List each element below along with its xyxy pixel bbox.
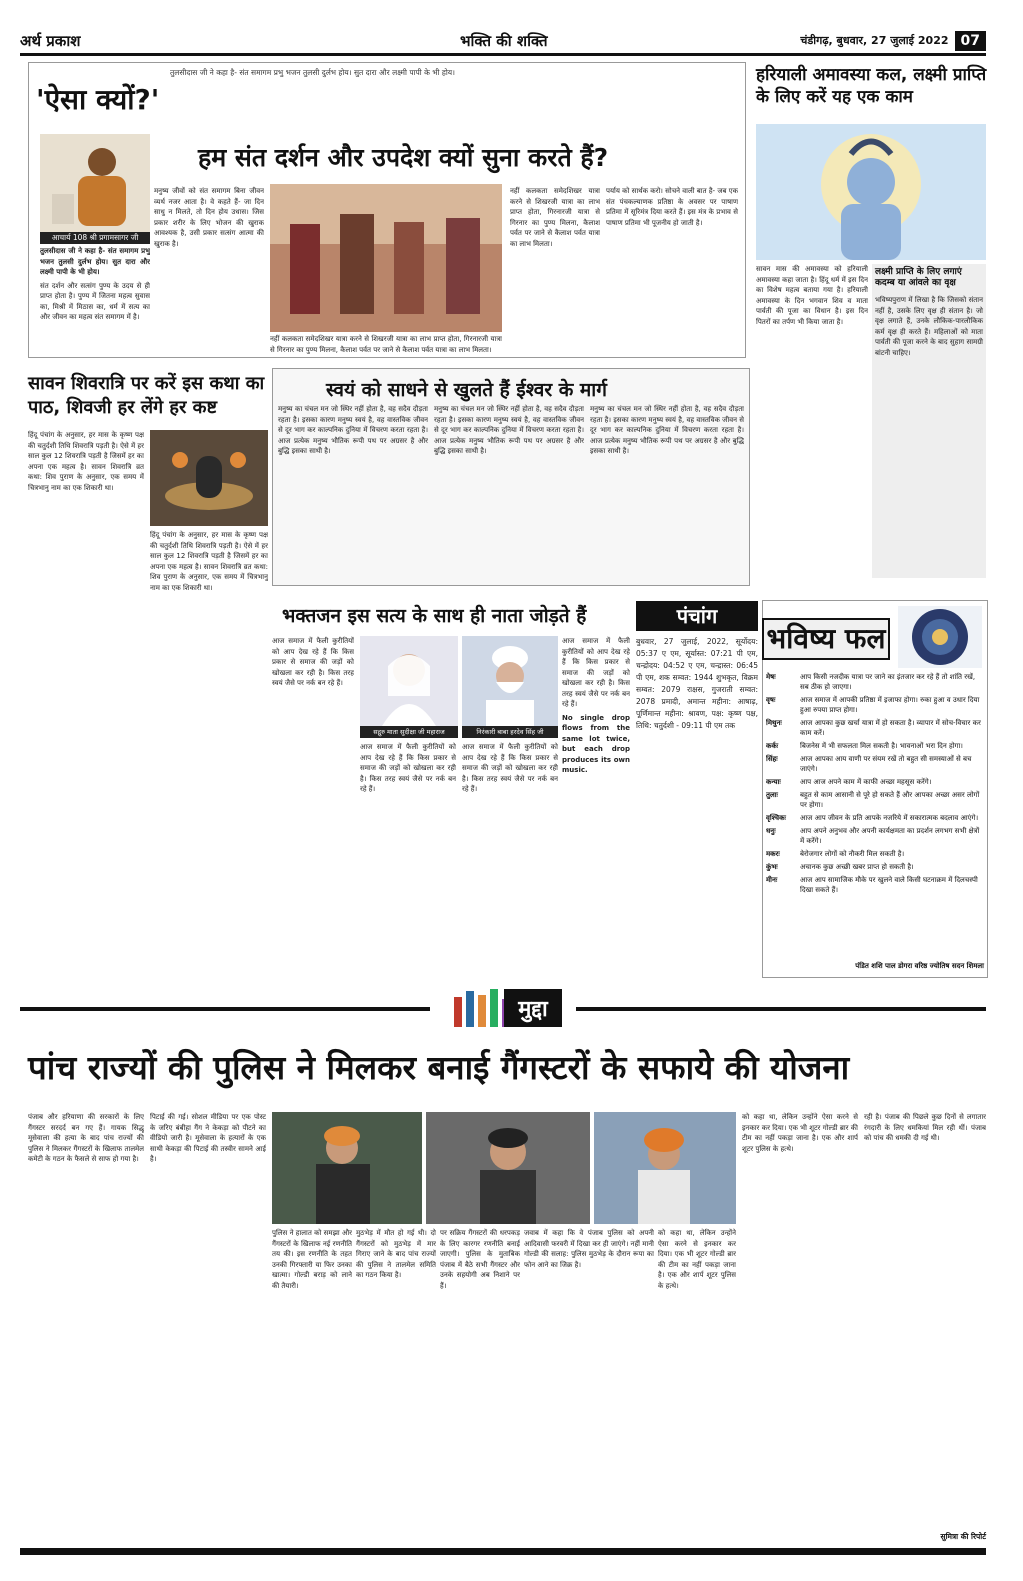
- mudda-col2-text: पिटाई की गई। सोशल मीडिया पर एक पोस्ट के जरिए बंबीहा गैंग ने केकड़ा को पीटने का वीडियो जारी है। मूसेवाला के हत्यारों के एक साथी केकड़ा की पिटाई की तस्वीर सामने आई है।: [150, 1113, 266, 1163]
- mudda-headline: पांच राज्यों की पुलिस ने मिलकर बनाई गैंगस्टरों के सफाये की योजना: [28, 1048, 850, 1087]
- bhaktjan-body-4: आज समाज में फैली कुरीतियों को आप देख रहे हैं कि किस प्रकार से समाज की जड़ों को खोखला कर रही है। किस तरह स्वयं जैसे पर नर्क बन रहे हैं।: [562, 637, 630, 708]
- zodiac-wheel-illustration: [898, 606, 982, 668]
- col3-text: नहीं कलकता समेदशिखर यात्रा करने से शिखरजी यात्रा का लाभ प्राप्त होता, गिरनारजी यात्रा से गिरनार का पुण्य मिलना, कैलाश पर्वत पर जाने से कैलाश पर्वत यात्रा का लाभ मिलता।: [270, 335, 502, 354]
- sawan-col2: [150, 530, 268, 972]
- bhaktjan-col1: [272, 636, 354, 976]
- bhaktjan-body-2: आज समाज में फैली कुरीतियों को आप देख रहे हैं कि किस प्रकार से समाज की जड़ों को खोखला कर रही है। किस तरह स्वयं जैसे पर नर्क बन रहे हैं।: [360, 743, 456, 793]
- aisa-kyon-col2: [154, 186, 264, 354]
- aisa-kyon-strapline: [170, 67, 735, 79]
- rashi-row: धनुः आप अपने अनुभव और अपनी कार्यक्षमता का प्रदर्शन लगभग सभी क्षेत्रों में करेंगे।: [766, 827, 980, 845]
- rashi-list: [766, 672, 984, 958]
- mudda-col6-text: जवाब में कहा कि वे पंजाब पुलिस को अपनी आदिवासी फरवरी में दिखा कर ही जाएंगे। नहीं मानी गोल्डी की सलाह: पुलिस मुठभेड़ के दौरान रूपा का फोन आने का जिक्र है।: [524, 1229, 654, 1269]
- swayam-body-2: मनुष्य का चंचल मन जो स्थिर नहीं होता है, वह सदैव दौड़ता रहता है। इसका कारण मनुष्य स्वयं है, वह वास्तविक जीवन से दूर भाग कर काल्पनिक दुनिया में विचरण करता रहता है। आज प्रत्येक मनुष्य भौतिक रूपी पथ पर अग्रसर है और बुद्धि इसका साथी है।: [434, 405, 584, 455]
- swayam-headline: स्वयं को साधने से खुलते हैं ईश्वर के मार्ग: [326, 379, 607, 401]
- shivling-photo: [150, 430, 268, 526]
- sawan-headline: सावन शिवरात्रि पर करें इस कथा का पाठ, शिवजी हर लेंगे हर कष्ट: [28, 373, 265, 418]
- col2-text: मनुष्य जीवों को संत समागम बिना जीवन व्यर्थ नजर आता है। वे कहते हैं- जा दिन साधु न मिलते, तो दिन होय उधास। जिस प्रकार शरीर के लिए भोजन की खुराक आवश्यक है, उसी प्रकार सत्संग आत्मा की खुराक है।: [154, 187, 264, 248]
- sawan-body-2: हिंदू पंचांग के अनुसार, हर मास के कृष्ण पक्ष की चतुर्दशी तिथि शिवरात्रि पड़ती है। ऐसे में हर साल कुल 12 शिवरात्रि पड़ती है जिसमें हर का अपना एक महत्व है। सावन शिवरात्रि व्रत कथा: शिव पुराण के अनुसार, एक समय में चित्रभानु नाम का एक शिकारी था।: [150, 531, 268, 592]
- aisa-kyon-headline: हम संत दर्शन और उपदेश क्यों सुना करते हैं?: [198, 143, 609, 172]
- mudda-col4-text: मुठभेड़ में मौत हो गई थी। दो गैंगस्टरों को मुठभेड़ में मार गिराए जाने के बाद पांच राज्यों की पुलिस ने तालमेल समिति का गठन किया है।: [356, 1229, 436, 1279]
- mudda-col2: [150, 1112, 266, 1544]
- col3b-text: नहीं कलकता समेदशिखर यात्रा करने से शिखरजी यात्रा का लाभ प्राप्त होता, गिरनारजी यात्रा से गिरनार का पुण्य मिलना, कैलाश पर्वत पर जाने से कैलाश पर्वत यात्रा का लाभ मिलता।: [510, 187, 600, 248]
- rashi-row: मकरः बेरोजगार लोगों को नौकरी मिल सकती है।: [766, 850, 905, 858]
- rashi-row: वृषः आज समाज में आपकी प्रतिष्ठा में इजाफा होगा। रुका हुआ व उधार दिया हुआ रुपया प्राप्त होगा।: [766, 696, 980, 714]
- mudda-banner: [20, 985, 986, 1031]
- section-title: भक्ति की शक्ति: [460, 31, 548, 50]
- sawan-body: हिंदू पंचांग के अनुसार, हर मास के कृष्ण पक्ष की चतुर्दशी तिथि शिवरात्रि पड़ती है। ऐसे में हर साल कुल 12 शिवरात्रि पड़ती है जिसमें हर का अपना एक महत्व है। सावन शिवरात्रि व्रत कथा: शिव पुराण के अनुसार, एक समय में चित्रभानु नाम का एक शिकारी था।: [28, 431, 144, 492]
- bhaktjan-col4: [562, 636, 630, 976]
- mudda-col7b: [742, 1112, 858, 1544]
- bhaktjan-body: आज समाज में फैली कुरीतियों को आप देख रहे हैं कि किस प्रकार से समाज की जड़ों को खोखला कर रही है। किस तरह स्वयं जैसे पर नर्क बन रहे हैं।: [272, 637, 354, 687]
- hariyali-text: [756, 264, 868, 578]
- col4-text: पर्याय को सार्थक करो। सोचने वाली बात है- जब एक संत पंचकल्याणक प्रतिष्ठा के अवसर पर पाषाण प्रतिमा में सूरिमंत्र दिया करते हैं। इस मंत्र के प्रभाव से पाषाण प्रतिमा भी पूजनीय हो जाती है।: [606, 187, 738, 227]
- bottom-rule: [20, 1548, 986, 1555]
- mudda-col7: [658, 1228, 736, 1544]
- mudda-col8-text: रही है। पंजाब की पिछले कुछ दिनों से लगातार रंगदारी के लिए धमकियां मिल रही थीं। पंजाब को पांच की धमकी दी गई थी।: [864, 1113, 986, 1142]
- mata-illustration: [360, 636, 458, 726]
- mata-caption: सद्गुरु माता सुदीक्षा जी महाराज: [360, 726, 458, 738]
- rashi-row: कुंभः अचानक कुछ अच्छी खबर प्राप्त हो सकती है।: [766, 863, 914, 871]
- mudda-rule-left: [20, 1007, 430, 1011]
- mudda-col3-text: पुलिस ने हालात को समझा और गैंगस्टरों के खिलाफ नई रणनीति तय की। इस रणनीति के तहत उनकी गिरफ्तारी या फिर उनका खात्मा। गोल्डी बराड़ को लाने की तैयारी।: [272, 1229, 352, 1290]
- rashi-row: वृश्चिकः आज आप जीवन के प्रति आपके नजरिये में सकारात्मक बदलाव आएंगे।: [766, 814, 979, 822]
- bhaktjan-col2: [360, 742, 456, 976]
- swayam-body-3: मनुष्य का चंचल मन जो स्थिर नहीं होता है, वह सदैव दौड़ता रहता है। इसका कारण मनुष्य स्वयं है, वह वास्तविक जीवन से दूर भाग कर काल्पनिक दुनिया में विचरण करता रहता है। आज प्रत्येक मनुष्य भौतिक रूपी पथ पर अग्रसर है और बुद्धि इसका साथी है।: [590, 405, 744, 455]
- bhavishya-title: भविष्य फल: [762, 618, 890, 660]
- baba-caption: निरंकारी बाबा हरदेव सिंह जी: [462, 726, 558, 738]
- masthead-right: [800, 31, 986, 51]
- gangster-photo-3: [594, 1112, 736, 1224]
- mata-photo: [360, 636, 458, 726]
- rashi-row: तुलाः बहुत से काम आसानी से पूरे हो सकते हैं और आपका अच्छा असर लोगों पर होगा।: [766, 791, 980, 809]
- gangster-photo-2-illustration: [426, 1112, 590, 1224]
- publication-name: अर्थ प्रकाश: [20, 31, 81, 50]
- bhavishya-byline: पंडित शशि पाल डोगरा वरिष्ठ ज्योतिष सदन शिमला: [855, 962, 984, 970]
- panchang-text: बुधवार, 27 जुलाई, 2022, सूर्योदय: 05:37 ए एम, सूर्यास्त: 07:21 पी एम, चन्द्रोदय: 04:52 ए एम, चन्द्रास्त: 06:45 पी एम, शक सम्वत: 1944 शुभकृत, विक्रम सम्वत: 2079 राक्षस, गुजराती सम्वत: 2078 प्रमादी, अमान्त महीना: आषाढ़, पूर्णिमान्त महीना: श्रावण, पक्ष: कृष्ण पक्ष, तिथि: चतुर्दशी - 09:11 पी एम तक: [636, 637, 758, 730]
- gangster-photo-1-illustration: [272, 1112, 422, 1224]
- mudda-col8: [864, 1112, 986, 1530]
- mudda-col7-text: को कहा था, लेकिन उन्होंने ऐसा करने से इनकार कर दिया। एक भी शूटर गोल्डी ब्रार की टीम का नहीं पकड़ा जाना है। एक और शार्प शूटर पुलिस के हत्थे।: [658, 1229, 736, 1290]
- gangster-photo-1: [272, 1112, 422, 1224]
- hariyali-side-head: लक्ष्मी प्राप्ति के लिए लगाएं कदम्ब या आंवले का वृक्ष: [875, 267, 962, 288]
- raised-hands-icon: [450, 987, 510, 1027]
- bhaktjan-col3: [462, 742, 558, 976]
- baba-illustration: [462, 636, 558, 726]
- mudda-col1-text: पंजाब और हरियाणा की सरकारों के लिए गैंगस्टर सरदर्द बन गए हैं। गायक सिद्धू मूसेवाला की हत्या के बाद पांच राज्यों की पुलिस ने मिलकर गैंगस्टरों के खिलाफ तालमेल कमेटी के गठन के फैसले से साफ हो गया है।: [28, 1113, 144, 1163]
- swayam-col2: [434, 404, 584, 582]
- mudda-col5: [440, 1228, 520, 1544]
- baba-photo: [462, 636, 558, 726]
- mudda-rule-right: [576, 1007, 986, 1011]
- col1-text: संत दर्शन और सत्संग पुण्य के उदय से ही प्राप्त होता है। पुण्य में जितना महत्व सुवास का, मिश्री में मिठास का, धर्म में सत्य का और जीवन का महत्व संत समागम में है।: [40, 281, 150, 321]
- shivling-illustration: [150, 430, 268, 526]
- mudda-col1: [28, 1112, 144, 1544]
- bhaktjan-headline: भक्तजन इस सत्य के साथ ही नाता जोड़ते हैं: [282, 605, 587, 627]
- pilgrims-photo-illustration: [270, 184, 502, 332]
- intro-quote: तुलसीदास जी ने कहा है- संत समागम प्रभु भजन तुलसी दुर्लभ होय। सुत दारा और लक्ष्मी पापी के भी होय।: [40, 247, 150, 276]
- aisa-kyon-col3b: [510, 186, 600, 354]
- bhaktjan-body-3: आज समाज में फैली कुरीतियों को आप देख रहे हैं कि किस प्रकार से समाज की जड़ों को खोखला कर रही है। किस तरह स्वयं जैसे पर नर्क बन रहे हैं।: [462, 743, 558, 793]
- rashi-row: मीनः आज आप सामाजिक मौके पर खुलने वाले किसी घटनाक्रम में दिलचस्पी दिखा सकते हैं।: [766, 876, 978, 894]
- mudda-byline: सुमित्रा की रिपोर्ट: [940, 1532, 986, 1541]
- gangster-photo-3-illustration: [594, 1112, 736, 1224]
- mudda-col5-text: पर सक्रिय गैंगस्टरों की धरपकड़ के लिए कारगर रणनीति बनाई जाएगी। पुलिस के मुताबिक पंजाब में बैठे सभी गैंगस्टर और उनके सहयोगी अब निशाने पर हैं।: [440, 1229, 520, 1290]
- rashi-row: मिथुनः आज आपका कुछ खर्चा यात्रा में हो सकता है। व्यापार में सोच-विचार कर काम करें।: [766, 719, 981, 737]
- rashi-row: सिंहः आज आपका आय वाणी पर संयम रखें तो बहुत सी समस्याओं से बच जाएंगे।: [766, 755, 972, 773]
- acharya-photo: [40, 134, 150, 232]
- mudda-col6: [524, 1228, 654, 1544]
- hariyali-side-body: भविष्यपुराण में लिखा है कि जिसको संतान नहीं है, उसके लिए वृक्ष ही संतान है। जो वृक्ष लगाते हैं, उनके लौकिक-पारलौकिक कर्म वृक्ष ही करते हैं। महिलाओं को माता पार्वती की पूजा करने के बाद सुहाग सामग्री बांटनी चाहिए।: [875, 296, 983, 357]
- masthead: [20, 28, 986, 56]
- aisa-kyon-col1: [40, 246, 150, 354]
- aisa-kyon-col4: [606, 186, 738, 354]
- mudda-col7b-text: को कहा था, लेकिन उन्होंने ऐसा करने से इनकार कर दिया। एक भी शूटर गोल्डी ब्रार की टीम का नहीं पकड़ा जाना है। एक और शार्प शूटर पुलिस के हत्थे।: [742, 1113, 858, 1153]
- mudda-col3: [272, 1228, 352, 1544]
- bhaktjan-quote: No single drop flows from the same lot twice, but each drop produces its own music.: [562, 713, 630, 774]
- shiva-illustration: [756, 124, 986, 260]
- panchang-title: पंचांग: [636, 601, 758, 631]
- hariyali-body: सावन मास की अमावस्या को हरियाली अमावस्या कहा जाता है। हिंदू धर्म में इस दिन का विशेष महत्व बताया गया है। हरियाली अमावस्या के दिन भगवान शिव व माता पार्वती की पूजा का विधान है। इस दिन पितरों का तर्पण भी किया जाता है।: [756, 265, 868, 326]
- strapline-text: तुलसीदास जी ने कहा है- संत समागम प्रभु भजन तुलसी दुर्लभ होय। सुत दारा और लक्ष्मी पापी के भी होय।: [170, 68, 455, 77]
- pilgrims-photo: [270, 184, 502, 332]
- aisa-kyon-col3: [270, 334, 502, 356]
- acharya-caption: आचार्य 108 श्री प्रगामसागर जी: [40, 232, 150, 244]
- acharya-photo-illustration: [40, 134, 150, 232]
- swayam-col1: [278, 404, 428, 582]
- mudda-label: मुद्दा: [504, 989, 562, 1027]
- swayam-body: मनुष्य का चंचल मन जो स्थिर नहीं होता है, वह सदैव दौड़ता रहता है। इसका कारण मनुष्य स्वयं है, वह वास्तविक जीवन से दूर भाग कर काल्पनिक दुनिया में विचरण करता रहता है। आज प्रत्येक मनुष्य भौतिक रूपी पथ पर अग्रसर है और बुद्धि इसका साथी है।: [278, 405, 428, 455]
- hariyali-side: [872, 264, 986, 578]
- shiva-photo: [756, 124, 986, 260]
- hariyali-headline: हरियाली अमावस्या कल, लक्ष्मी प्राप्ति के लिए करें यह एक काम: [756, 65, 987, 107]
- rashi-row: कर्कः बिजनेस में भी सफलता मिल सकती है। भावनाओं भरा दिन होगा।: [766, 742, 963, 750]
- dateline: चंडीगढ़, बुधवार, 27 जुलाई 2022: [800, 34, 949, 47]
- gangster-photo-2: [426, 1112, 590, 1224]
- page-number: 07: [955, 31, 986, 51]
- zodiac-wheel-icon: [898, 606, 982, 668]
- aisa-kyon-tag: 'ऐसा क्यों?': [36, 83, 160, 116]
- sawan-col1: [28, 430, 144, 972]
- rashi-row: कन्याः आप आज अपने काम में काफी अच्छा महसूस करेंगे।: [766, 778, 932, 786]
- mudda-col4: [356, 1228, 436, 1544]
- swayam-col3: [590, 404, 744, 582]
- rashi-row: मेषः आप किसी नजदीक यात्रा पर जाने का इंतजार कर रहे हैं तो शांति रखें, सब ठीक हो जाएगा।: [766, 673, 976, 691]
